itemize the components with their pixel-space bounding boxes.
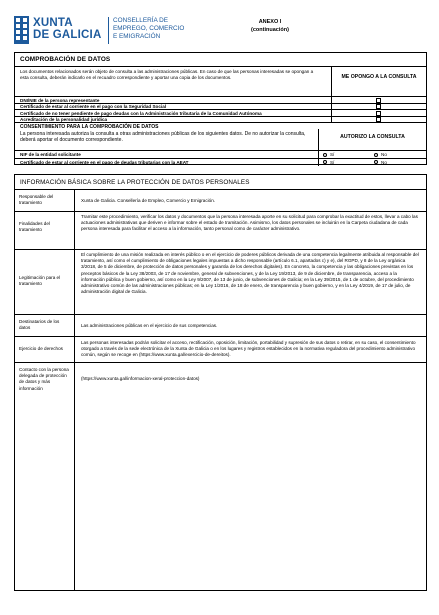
check-label: Certificado de no tener pendiente de pago deudas con la Administración tributaria de la Comunidad Autónoma: [20, 110, 262, 116]
section-title: COMPROBACIÓN DE DATOS: [20, 56, 111, 63]
consent-row: [15, 122, 426, 150]
radio-icon: [374, 153, 378, 157]
intro-text: Los documentos relacionados serán objeto de consulta a las administraciones públicas. En caso de que las personas interesadas se opongan a esta consulta, deberán indicarlo en el recuadro correspondiente y aportar una copia de los documentos.: [20, 69, 314, 81]
protection-text: El cumplimiento de una misión realizada en interés público o en el ejercicio de poderes públicos derivada de una competencia legalmente atribuida al responsable del tratamiento, así como el cumplimiento de obligaciones legales impuestas a dicho responsable (artículo 6.1, apartados c) y e), del RGPD, y 8 de la Ley orgánica 3/2018, de 5 de diciembre, de protección de datos personales y garantía de los derechos digitales). En concreto, la competencia y las obligaciones previstas en los preceptos básicos de la Ley 38/2003, de 17 de noviembre, general de subvenciones, y de la Ley 19/2013, de 9 de diciembre, de transparencia, acceso a la información pública y buen gobierno, así como en la Ley 9/2007, de 13 de junio, de subvenciones de Galicia; en la Ley 39/2015, de 1 de octubre, del procedimiento administrativo común de las administraciones públicas; en la Ley 1/2016, de 18 de enero, de transparencia y buen gobierno, y en la Ley 4/2019, de 17 de julio, de administración digital de Galicia.: [81, 252, 419, 295]
protection-label: Contacto con la persona delegada de protección de datos y más información: [19, 367, 69, 391]
check-label: Certificado de estar al corriente en el pago con la Seguridad Social: [20, 104, 167, 109]
yes-option[interactable]: Sí: [323, 152, 334, 158]
protection-link[interactable]: (https://www.xunta.gal/informacion-xeral-proteccion-datos): [81, 376, 200, 381]
radio-icon: [323, 160, 327, 164]
consent-intro: La persona interesada autoriza la consulta a otras administraciones públicas de los siguientes datos. De no autorizar la consulta, deberá aportar el documento correspondiente.: [20, 131, 306, 144]
opt-out-header: ME OPONGO A LA CONSULTA: [341, 74, 417, 80]
radio-icon: [374, 160, 378, 164]
annex-title: ANEXO I (continuación): [251, 19, 289, 33]
protection-label: Finalidades del tratamiento: [19, 221, 50, 233]
data-verification-section: [14, 52, 427, 165]
data-protection-section: [14, 174, 427, 591]
consent-item-row: [15, 158, 426, 166]
consent-item-label: Certificado de estar al corriente en el pago de deudas tributarias con la AEAT: [20, 159, 189, 165]
protection-label: Ejercicio de derechos: [19, 346, 63, 351]
protection-row: [15, 189, 426, 211]
protection-text: Las administraciones públicas en el ejercicio de sus competencias.: [81, 323, 218, 328]
consent-item-row: [15, 150, 426, 158]
protection-label: Legitimación para el tratamiento: [19, 275, 61, 287]
consent-title: CONSENTIMIENTO PARA LA COMPROBACIÓN DE DATOS: [20, 124, 159, 130]
no-option[interactable]: No: [374, 160, 387, 166]
xunta-logo-text: XUNTA DE GALICIA: [33, 17, 102, 41]
department-name: CONSELLERÍA DE EMPREGO, COMERCIO E EMIGRACIÓN: [113, 17, 185, 40]
protection-row: [15, 336, 426, 362]
protection-text: Las personas interesadas podrán solicitar el acceso, rectificación, oposición, limitación, portabilidad y supresión de sus datos o retirar, en su caso, el consentimiento otorgado a través de la sede electrónica de la Xunta de Galicia o en los lugares y registros establecidos en la normativa reguladora del procedimiento administrativo común, según se recoge en (https://www.xunta.gal/exercicio-de-dereitos).: [81, 340, 416, 358]
protection-row: [15, 314, 426, 336]
logo-divider: [108, 17, 109, 44]
section-title: INFORMACIÓN BÁSICA SOBRE LA PROTECCIÓN DE DATOS PERSONALES: [20, 179, 250, 186]
protection-text: Xunta de Galicia. Consellería de Empleo, Comercio y Emigración.: [81, 198, 216, 203]
protection-label: Destinatarios de los datos: [19, 319, 60, 331]
radio-icon: [323, 153, 327, 157]
check-label: Acreditación de la personalidad jurídica: [20, 117, 108, 122]
protection-row: [15, 249, 426, 314]
protection-row: [15, 362, 426, 592]
document-header: [14, 16, 434, 48]
consent-item-label: NIF de la entidad solicitante: [20, 152, 81, 157]
authorize-header: AUTORIZO LA CONSULTA: [340, 134, 405, 140]
yes-option[interactable]: Sí: [323, 160, 334, 166]
xunta-emblem-icon: [14, 16, 29, 44]
protection-row: [15, 211, 426, 249]
protection-text: Tramitar este procedimiento, verificar los datos y documentos que la persona interesada aporte en su solicitud para comprobar la exactitud de estos, llevar a cabo las actuaciones administrativas que deriven e informar sobre el estado de tramitación. Asimismo, los datos personales se incluirán en la Carpeta ciudadana de cada persona interesada para facilitar el acceso a la información, tanto personal como de carácter administrativo.: [81, 214, 418, 232]
intro-row: [15, 66, 426, 96]
check-label: DNI/NIE de la persona representante: [20, 97, 100, 103]
protection-label: Responsable del tratamiento: [19, 194, 54, 206]
no-option[interactable]: No: [374, 152, 387, 158]
